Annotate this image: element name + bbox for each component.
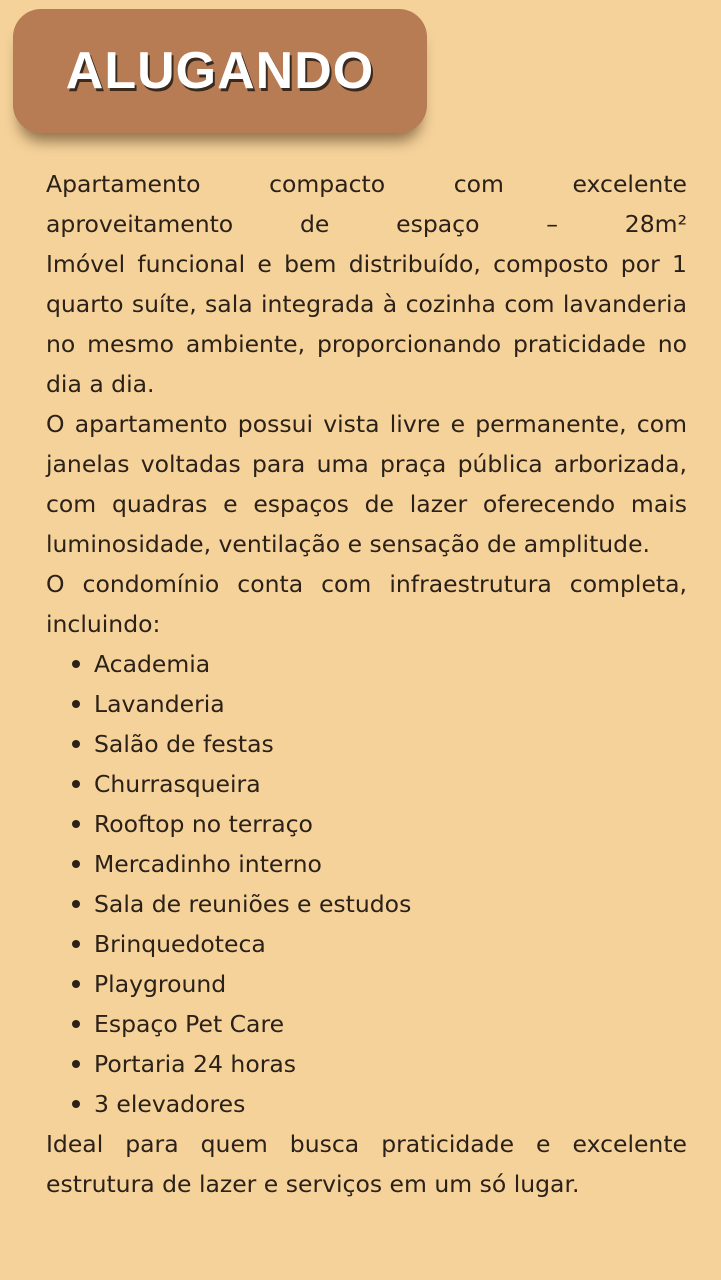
paragraph-layout: Imóvel funcional e bem distribuído, composto por 1 quarto suíte, sala integrada à cozinha com lavanderia no mesmo ambiente, proporcionando praticidade no dia a dia. <box>46 250 687 398</box>
list-item: Sala de reuniões e estudos <box>94 884 687 924</box>
list-item: 3 elevadores <box>94 1084 687 1124</box>
list-item: Portaria 24 horas <box>94 1044 687 1084</box>
page-title: ALUGANDO <box>65 42 375 100</box>
alugando-badge <box>13 9 427 133</box>
list-item: Churrasqueira <box>94 764 687 804</box>
listing-description <box>46 164 687 1204</box>
list-item: Brinquedoteca <box>94 924 687 964</box>
paragraph-view: O apartamento possui vista livre e permanente, com janelas voltadas para uma praça pública arborizada, com quadras e espaços de lazer oferecendo mais luminosidade, ventilação e sensação de amplitude. <box>46 410 687 558</box>
list-item: Playground <box>94 964 687 1004</box>
paragraph-condo: O condomínio conta com infraestrutura completa, incluindo: <box>46 570 687 638</box>
list-item: Rooftop no terraço <box>94 804 687 844</box>
list-item: Lavanderia <box>94 684 687 724</box>
list-item: Espaço Pet Care <box>94 1004 687 1044</box>
intro-line: Apartamento compacto com excelente aproveitamento de espaço – 28m² <box>46 170 687 238</box>
list-item: Salão de festas <box>94 724 687 764</box>
list-item: Mercadinho interno <box>94 844 687 884</box>
list-item: Academia <box>94 644 687 684</box>
closing-paragraph: Ideal para quem busca praticidade e excelente estrutura de lazer e serviços em um só lugar. <box>46 1130 687 1198</box>
amenities-list <box>46 644 687 1124</box>
